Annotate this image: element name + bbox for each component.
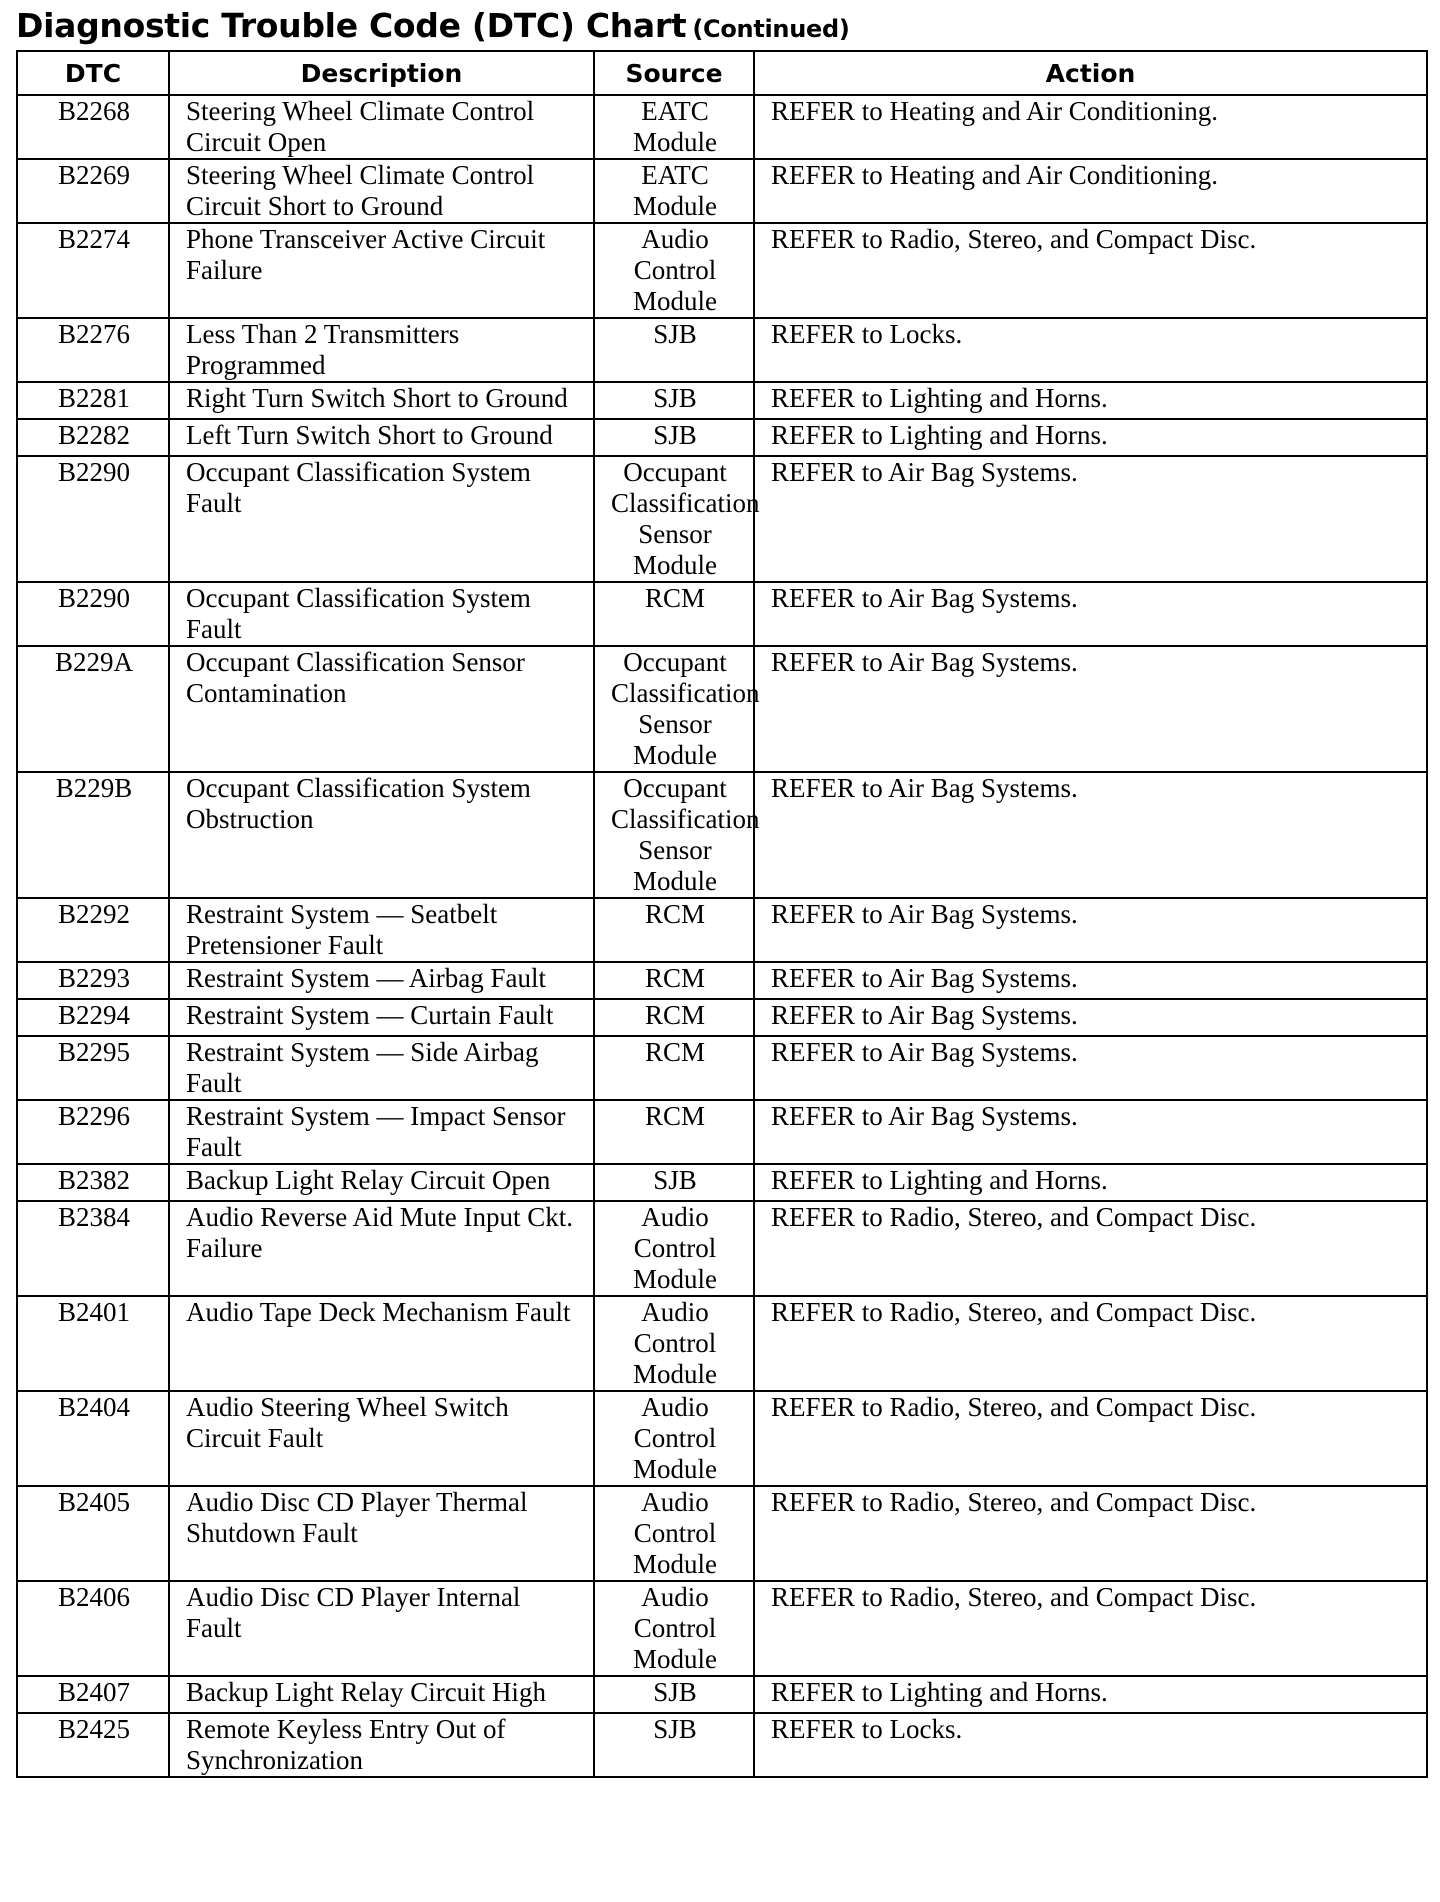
table-row xyxy=(17,1713,1427,1777)
source-line: RCM xyxy=(644,1037,706,1067)
source-line: RCM xyxy=(644,963,706,993)
dtc-code: B2293 xyxy=(17,962,169,999)
source-line: Sensor xyxy=(638,709,712,739)
dtc-description: Audio Disc CD Player Internal Fault xyxy=(169,1581,594,1676)
dtc-source xyxy=(594,1713,754,1777)
table-row xyxy=(17,382,1427,419)
dtc-description: Phone Transceiver Active Circuit Failure xyxy=(169,223,594,318)
dtc-action: REFER to Air Bag Systems. xyxy=(754,646,1427,772)
dtc-source xyxy=(594,1296,754,1391)
dtc-description: Restraint System — Airbag Fault xyxy=(169,962,594,999)
source-line: SJB xyxy=(653,1714,697,1744)
dtc-action: REFER to Radio, Stereo, and Compact Disc. xyxy=(754,1486,1427,1581)
dtc-source xyxy=(594,456,760,582)
source-line: RCM xyxy=(644,583,706,613)
dtc-code: B2407 xyxy=(17,1676,169,1713)
dtc-action: REFER to Air Bag Systems. xyxy=(754,582,1427,646)
dtc-action: REFER to Locks. xyxy=(754,318,1427,382)
source-line: Module xyxy=(633,1644,717,1674)
dtc-description: Restraint System — Side Airbag Fault xyxy=(169,1036,594,1100)
source-line: Audio xyxy=(641,1297,709,1327)
dtc-code: B2292 xyxy=(17,898,169,962)
table-row xyxy=(17,1296,1427,1391)
dtc-description: Audio Steering Wheel Switch Circuit Fault xyxy=(169,1391,594,1486)
source-line: RCM xyxy=(644,1000,706,1030)
dtc-source xyxy=(594,1164,754,1201)
dtc-code: B2294 xyxy=(17,999,169,1036)
dtc-source xyxy=(594,1100,754,1164)
source-line: Sensor xyxy=(638,519,712,549)
table-row xyxy=(17,646,1427,772)
dtc-action: REFER to Radio, Stereo, and Compact Disc. xyxy=(754,1391,1427,1486)
table-row xyxy=(17,582,1427,646)
dtc-source xyxy=(594,1036,754,1100)
dtc-description: Restraint System — Impact Sensor Fault xyxy=(169,1100,594,1164)
source-line: Control xyxy=(633,1518,717,1548)
table-row xyxy=(17,419,1427,456)
table-row xyxy=(17,456,1427,582)
dtc-description: Less Than 2 Transmitters Programmed xyxy=(169,318,594,382)
dtc-source xyxy=(594,1201,754,1296)
table-row xyxy=(17,1164,1427,1201)
dtc-description: Audio Tape Deck Mechanism Fault xyxy=(169,1296,594,1391)
dtc-code: B2282 xyxy=(17,419,169,456)
source-line: Classification xyxy=(611,488,760,518)
table-body xyxy=(17,95,1427,1777)
table-row xyxy=(17,772,1427,898)
dtc-description: Restraint System — Seatbelt Pretensioner Fault xyxy=(169,898,594,962)
dtc-code: B2401 xyxy=(17,1296,169,1391)
dtc-description: Right Turn Switch Short to Ground xyxy=(169,382,594,419)
table-row xyxy=(17,159,1427,223)
source-line: Audio xyxy=(641,1202,709,1232)
source-line: Module xyxy=(633,1454,717,1484)
source-line: RCM xyxy=(644,899,706,929)
dtc-description: Occupant Classification System Obstruction xyxy=(169,772,594,898)
source-line: Control xyxy=(633,255,717,285)
source-line: Classification xyxy=(611,804,760,834)
dtc-action: REFER to Air Bag Systems. xyxy=(754,999,1427,1036)
source-line: Module xyxy=(633,286,717,316)
dtc-description: Remote Keyless Entry Out of Synchronization xyxy=(169,1713,594,1777)
source-line: Control xyxy=(633,1423,717,1453)
table-row xyxy=(17,1581,1427,1676)
dtc-code: B2290 xyxy=(17,456,169,582)
table-row xyxy=(17,1391,1427,1486)
source-line: Module xyxy=(633,1359,717,1389)
dtc-description: Occupant Classification System Fault xyxy=(169,582,594,646)
header-dtc: DTC xyxy=(17,51,169,95)
table-row xyxy=(17,962,1427,999)
dtc-description: Restraint System — Curtain Fault xyxy=(169,999,594,1036)
dtc-description: Occupant Classification System Fault xyxy=(169,456,594,582)
title-main: Diagnostic Trouble Code (DTC) Chart xyxy=(16,6,687,45)
source-line: Control xyxy=(633,1233,717,1263)
dtc-code: B229B xyxy=(17,772,169,898)
dtc-source xyxy=(594,999,754,1036)
dtc-code: B2382 xyxy=(17,1164,169,1201)
dtc-source xyxy=(594,1391,754,1486)
dtc-source xyxy=(594,318,754,382)
dtc-action: REFER to Lighting and Horns. xyxy=(754,1676,1427,1713)
dtc-action: REFER to Air Bag Systems. xyxy=(754,1100,1427,1164)
dtc-action: REFER to Heating and Air Conditioning. xyxy=(754,95,1427,159)
source-line: Control xyxy=(633,1613,717,1643)
dtc-action: REFER to Radio, Stereo, and Compact Disc. xyxy=(754,1581,1427,1676)
dtc-action: REFER to Air Bag Systems. xyxy=(754,456,1427,582)
dtc-code: B2406 xyxy=(17,1581,169,1676)
source-line: Module xyxy=(633,127,717,157)
source-line: SJB xyxy=(653,1677,697,1707)
source-line: Module xyxy=(633,1264,717,1294)
header-action: Action xyxy=(754,51,1427,95)
dtc-action: REFER to Radio, Stereo, and Compact Disc. xyxy=(754,223,1427,318)
table-row xyxy=(17,1201,1427,1296)
dtc-action: REFER to Lighting and Horns. xyxy=(754,419,1427,456)
dtc-action: REFER to Heating and Air Conditioning. xyxy=(754,159,1427,223)
dtc-description: Audio Disc CD Player Thermal Shutdown Fault xyxy=(169,1486,594,1581)
source-line: Module xyxy=(633,866,717,896)
dtc-code: B2269 xyxy=(17,159,169,223)
dtc-code: B2268 xyxy=(17,95,169,159)
dtc-action: REFER to Lighting and Horns. xyxy=(754,382,1427,419)
dtc-source xyxy=(594,962,754,999)
header-description: Description xyxy=(169,51,594,95)
dtc-source xyxy=(594,419,754,456)
dtc-table xyxy=(16,50,1428,1778)
dtc-source xyxy=(594,646,760,772)
dtc-action: REFER to Lighting and Horns. xyxy=(754,1164,1427,1201)
dtc-description: Left Turn Switch Short to Ground xyxy=(169,419,594,456)
table-row xyxy=(17,318,1427,382)
source-line: Occupant xyxy=(623,773,727,803)
table-row xyxy=(17,223,1427,318)
source-line: Module xyxy=(633,1549,717,1579)
page-title xyxy=(16,6,850,45)
table-row xyxy=(17,898,1427,962)
table-row xyxy=(17,1486,1427,1581)
dtc-action: REFER to Radio, Stereo, and Compact Disc. xyxy=(754,1296,1427,1391)
title-continued: (Continued) xyxy=(692,15,850,43)
dtc-description: Backup Light Relay Circuit High xyxy=(169,1676,594,1713)
dtc-code: B2295 xyxy=(17,1036,169,1100)
dtc-action: REFER to Locks. xyxy=(754,1713,1427,1777)
source-line: Module xyxy=(633,550,717,580)
table-header-row xyxy=(17,51,1427,95)
dtc-code: B2274 xyxy=(17,223,169,318)
dtc-code: B2384 xyxy=(17,1201,169,1296)
dtc-code: B2296 xyxy=(17,1100,169,1164)
table-row xyxy=(17,1036,1427,1100)
source-line: SJB xyxy=(653,420,697,450)
dtc-source xyxy=(594,898,754,962)
source-line: Audio xyxy=(641,1487,709,1517)
dtc-description: Steering Wheel Climate Control Circuit Open xyxy=(169,95,594,159)
dtc-source xyxy=(594,1581,754,1676)
source-line: Audio xyxy=(641,224,709,254)
dtc-source xyxy=(594,1486,754,1581)
dtc-code: B2290 xyxy=(17,582,169,646)
dtc-description: Backup Light Relay Circuit Open xyxy=(169,1164,594,1201)
dtc-description: Steering Wheel Climate Control Circuit Short to Ground xyxy=(169,159,594,223)
dtc-description: Occupant Classification Sensor Contamination xyxy=(169,646,594,772)
dtc-source xyxy=(594,95,754,159)
dtc-code: B2405 xyxy=(17,1486,169,1581)
dtc-code: B2276 xyxy=(17,318,169,382)
dtc-source xyxy=(594,382,754,419)
dtc-code: B2404 xyxy=(17,1391,169,1486)
dtc-source xyxy=(594,582,754,646)
dtc-source xyxy=(594,223,754,318)
table-row xyxy=(17,999,1427,1036)
source-line: Occupant xyxy=(623,647,727,677)
dtc-action: REFER to Air Bag Systems. xyxy=(754,1036,1427,1100)
source-line: Occupant xyxy=(623,457,727,487)
dtc-code: B2425 xyxy=(17,1713,169,1777)
dtc-code: B229A xyxy=(17,646,169,772)
source-line: RCM xyxy=(644,1101,706,1131)
table-row xyxy=(17,1100,1427,1164)
header-source: Source xyxy=(594,51,754,95)
dtc-action: REFER to Air Bag Systems. xyxy=(754,962,1427,999)
table-row xyxy=(17,95,1427,159)
dtc-source xyxy=(594,1676,754,1713)
source-line: SJB xyxy=(653,319,697,349)
source-line: Sensor xyxy=(638,835,712,865)
dtc-action: REFER to Air Bag Systems. xyxy=(754,772,1427,898)
dtc-code: B2281 xyxy=(17,382,169,419)
source-line: Control xyxy=(633,1328,717,1358)
dtc-source xyxy=(594,159,754,223)
source-line: Classification xyxy=(611,678,760,708)
dtc-action: REFER to Air Bag Systems. xyxy=(754,898,1427,962)
dtc-action: REFER to Radio, Stereo, and Compact Disc. xyxy=(754,1201,1427,1296)
table-row xyxy=(17,1676,1427,1713)
source-line: EATC xyxy=(641,96,709,126)
dtc-description: Audio Reverse Aid Mute Input Ckt. Failure xyxy=(169,1201,594,1296)
source-line: Module xyxy=(633,740,717,770)
source-line: EATC xyxy=(641,160,709,190)
source-line: SJB xyxy=(653,383,697,413)
source-line: SJB xyxy=(653,1165,697,1195)
source-line: Audio xyxy=(641,1582,709,1612)
source-line: Audio xyxy=(641,1392,709,1422)
dtc-source xyxy=(594,772,760,898)
source-line: Module xyxy=(633,191,717,221)
